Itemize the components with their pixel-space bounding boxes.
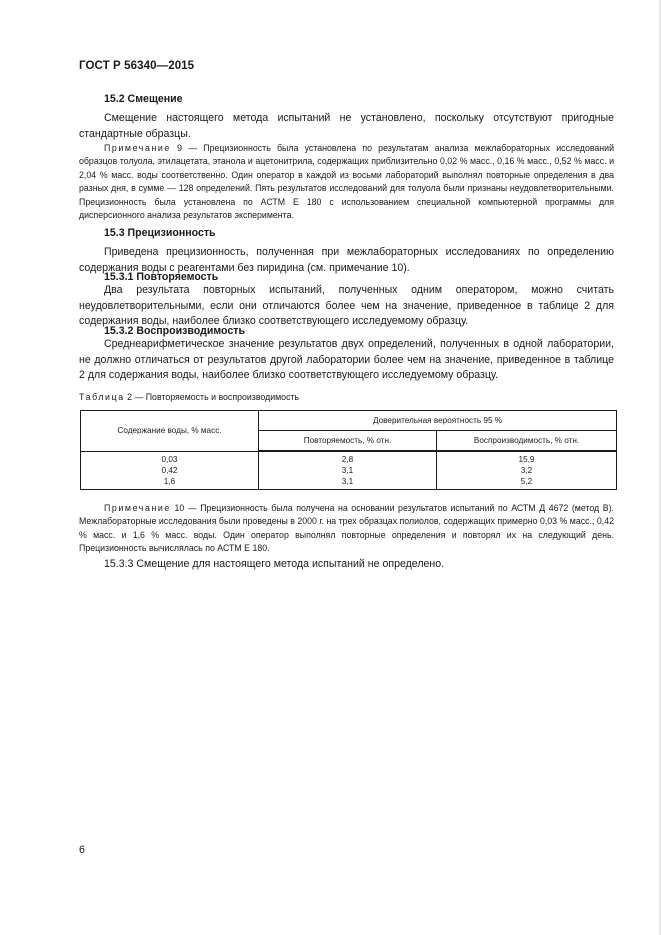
cell-repeatability: 3,1 — [259, 476, 437, 490]
section-text-15-3-2: Среднеарифметическое значение результатов двух определений, полученных в одной лаборатории, не должно отличаться от результатов другой лаборатории более чем на значение, приведенное в таблице 2 для содержания воды, наиболее близко соответствующего исследуемому образцу. — [79, 338, 614, 381]
header-confidence: Доверительная вероятность 95 % — [259, 411, 617, 431]
section-heading-15-3-1: 15.3.1 Повторяемость — [104, 271, 219, 283]
section-heading-15-3: 15.3 Прецизионность — [104, 227, 216, 239]
section-heading-15-2: 15.2 Смещение — [104, 93, 183, 105]
table-caption-text: 2 — Повторяемость и воспроизводимость — [127, 392, 300, 402]
cell-repeatability: 3,1 — [259, 465, 437, 476]
table-row — [81, 476, 617, 490]
table-row — [81, 465, 617, 476]
section-heading-15-3-2: 15.3.2 Воспроизводимость — [104, 325, 245, 337]
cell-water: 0,42 — [81, 465, 259, 476]
cell-reproducibility: 5,2 — [437, 476, 617, 490]
table-2 — [80, 410, 617, 490]
section-text-15-2: Смещение настоящего метода испытаний не установлено, поскольку отсутствуют пригодные стандартные образцы. — [79, 112, 614, 140]
note-9 — [79, 142, 614, 222]
note-9-text: 9 — Прецизионность была установлена по результатам анализа межлабораторных исследований образцов толуола, этилацетата, этанола и ацетонитрила, содержащих приблизительно 0,02 % масс., 0,16 % масс., 0,52 % масс. и 2,04 % масс. воды соответственно. Один оператор в каждой из восьми лабораторий выполнял повторные определения в два разных дня, в сумме — 128 определений. Пять результатов исследований для толуола были признаны неудовлетворительными. Прецизионность была установлена по АСТМ Е 180 с использованием специальной компьютерной программы для дисперсионного анализа результатов эксперимента. — [79, 143, 614, 221]
note-10 — [79, 502, 614, 556]
table-caption-label: Таблица — [79, 392, 125, 402]
cell-reproducibility: 3,2 — [437, 465, 617, 476]
cell-reproducibility: 15,9 — [437, 451, 617, 465]
section-text-15-3: Приведена прецизионность, полученная при межлабораторных исследованиях по определению содержания воды с реагентами без пиридина (см. примечание 10). — [79, 246, 614, 274]
header-repeatability: Повторяемость, % отн. — [259, 431, 437, 452]
table-caption — [79, 392, 299, 402]
note-10-text: 10 — Прецизионность была получена на основании результатов испытаний по АСТМ Д 4672 (метод В). Межлабораторные исследования были проведены в 2000 г. на трех образцах полиолов, содержащих примерно 0,03 % масс., 0,42 % масс. и 1,6 % масс. воды. Один оператор выполнял повторные определения и повторял их на следующий день. Прецизионность вычислялась по АСТМ Е 180. — [79, 503, 614, 554]
cell-repeatability: 2,8 — [259, 451, 437, 465]
note-10-label: Примечание — [104, 503, 171, 513]
table-row — [81, 451, 617, 465]
note-9-label: Примечание — [104, 143, 171, 153]
section-text-15-3-3: 15.3.3 Смещение для настоящего метода испытаний не определено. — [104, 558, 445, 570]
header-reproducibility: Воспроизводимость, % отн. — [437, 431, 617, 452]
page-number: 6 — [79, 844, 85, 856]
cell-water: 1,6 — [81, 476, 259, 490]
document-header: ГОСТ Р 56340—2015 — [79, 60, 195, 72]
header-water-content: Содержание воды, % масс. — [81, 411, 259, 452]
section-text-15-3-1: Два результата повторных испытаний, полученных одним оператором, можно считать неудовлетворительными, если они отличаются более чем на значение, приведенное в таблице 2 для содержания воды, наиболее близко соответствующего исследуемому образцу. — [79, 284, 614, 327]
cell-water: 0,03 — [81, 451, 259, 465]
